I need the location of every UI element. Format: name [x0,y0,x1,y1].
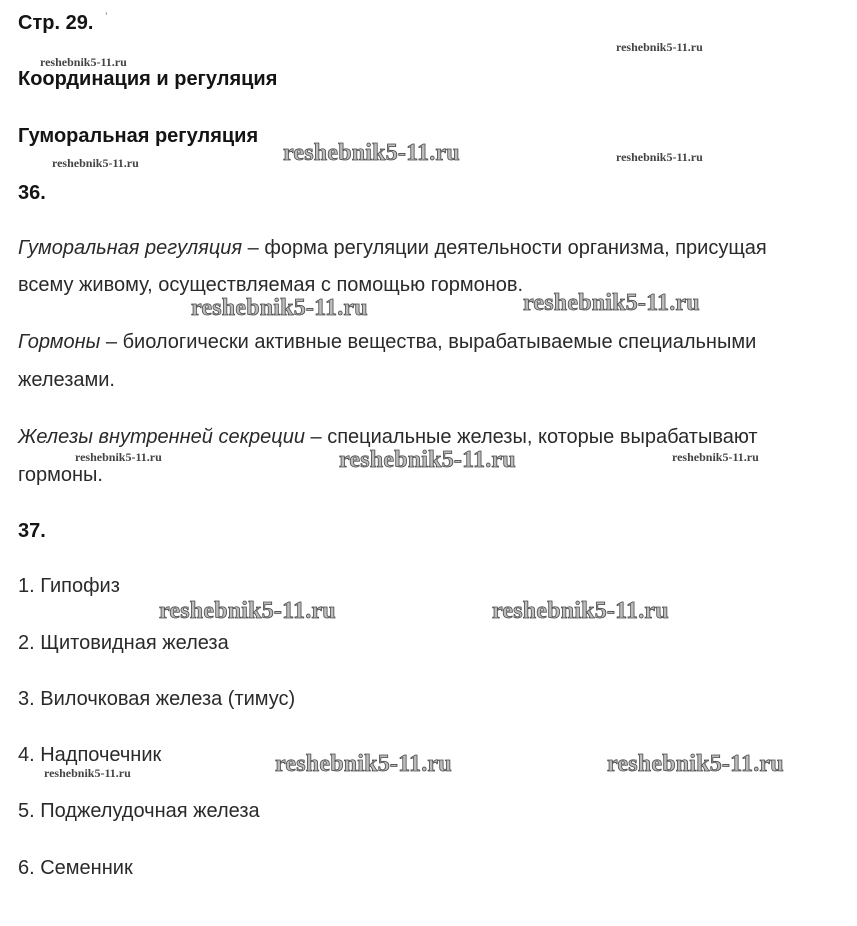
watermark: reshebnik5-11.ru [616,40,703,54]
definition-term: Железы внутренней секреции [18,426,305,448]
tick-mark: ʼ [105,10,108,24]
watermark: reshebnik5-11.ru [523,290,700,316]
definition-term: Гуморальная регуляция [18,237,243,259]
definition-term: Гормоны [18,331,101,353]
definition-2-line-1 [18,332,756,352]
list-item: 3. Вилочковая железа (тимус) [18,688,296,710]
watermark: reshebnik5-11.ru [44,766,131,780]
definition-text: – специальные железы, которые вырабатывают [304,426,758,448]
watermark: reshebnik5-11.ru [607,751,784,777]
watermark: reshebnik5-11.ru [339,447,516,473]
section-title: Координация и регуляция [18,68,278,90]
watermark: reshebnik5-11.ru [492,598,669,624]
watermark: reshebnik5-11.ru [52,156,139,170]
watermark: reshebnik5-11.ru [191,295,368,321]
task-37-number: 37. [18,520,46,542]
watermark: reshebnik5-11.ru [75,450,162,464]
list-item: 1. Гипофиз [18,575,120,597]
definition-3-line-2: гормоны. [18,464,103,486]
watermark: reshebnik5-11.ru [40,55,127,69]
watermark: reshebnik5-11.ru [672,450,759,464]
list-item: 2. Щитовидная железа [18,632,229,654]
watermark: reshebnik5-11.ru [159,598,336,624]
section-subtitle: Гуморальная регуляция [18,125,259,147]
watermark: reshebnik5-11.ru [616,150,703,164]
watermark: reshebnik5-11.ru [283,140,460,166]
list-item: 4. Надпочечник [18,744,162,766]
list-item: 6. Семенник [18,857,133,879]
page-header: Стр. 29. [18,12,94,34]
task-36-number: 36. [18,182,46,204]
list-item: 5. Поджелудочная железа [18,800,260,822]
watermark: reshebnik5-11.ru [275,751,452,777]
definition-3-line-1 [18,427,758,447]
definition-1-line-2: всему живому, осуществляемая с помощью гормонов. [18,274,524,296]
definition-text: – форма регуляции деятельности организма, присущая [242,237,767,259]
definition-1-line-1 [18,238,767,258]
definition-2-line-2: железами. [18,369,115,391]
definition-text: – биологически активные вещества, вырабатываемые специальными [100,331,757,353]
